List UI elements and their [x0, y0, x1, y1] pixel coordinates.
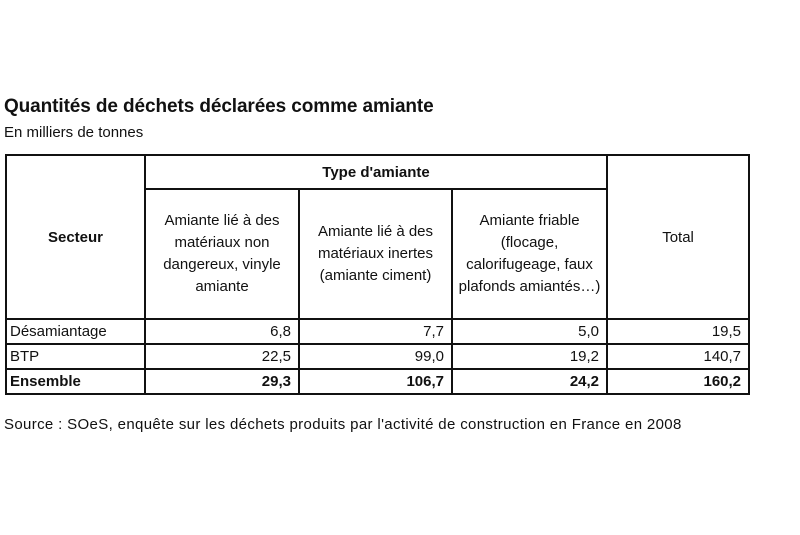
table-row — [6, 319, 749, 344]
cell-bonded-non-hazardous: 22,5 — [145, 344, 299, 369]
cell-total: 19,5 — [607, 319, 749, 344]
cell-friable: 5,0 — [452, 319, 607, 344]
table-title: Quantités de déchets déclarées comme amiante — [4, 96, 434, 117]
cell-bonded-inert: 7,7 — [299, 319, 452, 344]
sector-header: Secteur — [6, 155, 145, 319]
cell-bonded-inert: 106,7 — [299, 369, 452, 394]
cell-friable: 24,2 — [452, 369, 607, 394]
cell-total: 160,2 — [607, 369, 749, 394]
table-row — [6, 344, 749, 369]
cell-bonded-inert: 99,0 — [299, 344, 452, 369]
column-header-bonded-inert: Amiante lié à des matériaux inertes (amiante ciment) — [299, 189, 452, 319]
asbestos-type-header: Type d'amiante — [145, 155, 607, 189]
asbestos-waste-table — [5, 154, 750, 395]
table-row-total — [6, 369, 749, 394]
cell-bonded-non-hazardous: 6,8 — [145, 319, 299, 344]
row-sector: BTP — [6, 344, 145, 369]
row-sector: Ensemble — [6, 369, 145, 394]
total-header: Total — [607, 155, 749, 319]
cell-bonded-non-hazardous: 29,3 — [145, 369, 299, 394]
source-note: Source : SOeS, enquête sur les déchets produits par l'activité de construction en France en 2008 — [4, 416, 682, 433]
cell-total: 140,7 — [607, 344, 749, 369]
table-subtitle: En milliers de tonnes — [4, 124, 144, 141]
column-header-bonded-non-hazardous: Amiante lié à des matériaux non dangereux, vinyle amiante — [145, 189, 299, 319]
cell-friable: 19,2 — [452, 344, 607, 369]
row-sector: Désamiantage — [6, 319, 145, 344]
column-header-friable: Amiante friable (flocage, calorifugeage, faux plafonds amiantés…) — [452, 189, 607, 319]
header-row-group — [6, 155, 749, 189]
